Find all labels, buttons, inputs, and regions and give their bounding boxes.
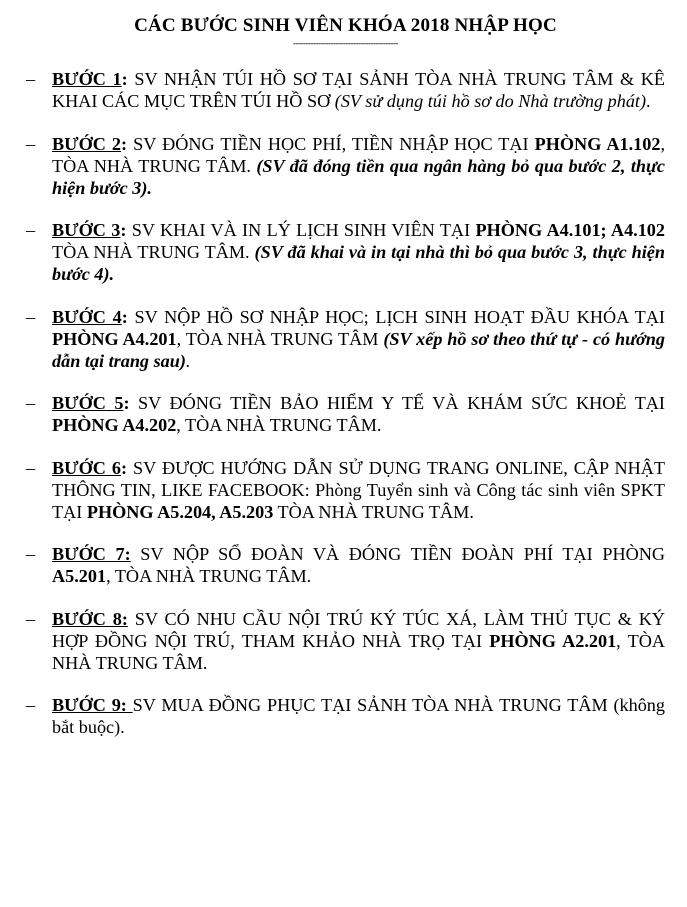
step-text: . xyxy=(185,350,191,371)
step-item xyxy=(26,543,665,587)
bullet-dash: – xyxy=(26,133,36,154)
step-item xyxy=(26,133,665,199)
step-text: . xyxy=(646,91,651,111)
step-label: BƯỚC 4 xyxy=(52,306,122,327)
bullet-dash: – xyxy=(26,306,36,327)
bullet-dash: – xyxy=(26,220,36,240)
step-text: TÒA NHÀ TRUNG TÂM. xyxy=(273,501,474,522)
step-text: TÒA NHÀ TRUNG TÂM. xyxy=(52,242,255,262)
step-label-colon: : xyxy=(123,393,130,413)
step-text: A5.201 xyxy=(52,566,107,586)
bullet-dash: – xyxy=(26,608,36,629)
step-text: (SV đã khai và in tại nhà thì bỏ qua bước 3, thực hiện bước 4). xyxy=(52,242,665,284)
bullet-dash: – xyxy=(26,393,36,413)
bullet-dash: – xyxy=(26,695,36,715)
steps-list xyxy=(26,68,665,738)
bullet-dash: – xyxy=(26,69,36,89)
step-label: BƯỚC 3 xyxy=(52,220,121,240)
step-text: (SV đã đóng tiền qua ngân hàng bỏ qua bước 2, thực hiện bước 3). xyxy=(52,155,665,198)
step-item xyxy=(26,457,665,523)
step-text: PHÒNG A4.202 xyxy=(52,415,177,435)
step-label: BƯỚC 6 xyxy=(52,457,121,478)
step-item xyxy=(26,608,665,674)
step-item xyxy=(26,392,665,436)
step-text: SV MUA ĐỒNG PHỤC TẠI SẢNH TÒA NHÀ TRUNG TÂM (không bắt buộc). xyxy=(52,695,665,737)
step-text: (SV xếp hồ sơ theo thứ tự - có hướng dẫn tại trang sau) xyxy=(52,328,665,371)
bullet-dash: – xyxy=(26,544,36,564)
step-label-colon: : xyxy=(120,457,128,478)
step-label: BƯỚC 5 xyxy=(52,393,124,413)
title-divider: ------------------------------------------ xyxy=(293,38,398,48)
step-text: , TÒA NHÀ TRUNG TÂM. xyxy=(176,415,382,435)
step-label-colon: : xyxy=(121,306,128,327)
bullet-dash: – xyxy=(26,457,36,478)
step-text: SV NỘP SỔ ĐOÀN VÀ ĐÓNG TIỀN ĐOÀN PHÍ TẠI PHÒNG xyxy=(130,544,665,564)
step-item xyxy=(26,694,665,738)
step-label: BƯỚC 7: xyxy=(52,544,131,564)
step-text: PHÒNG A4.101; A4.102 xyxy=(475,220,665,240)
step-text: PHÒNG A4.201 xyxy=(52,328,177,349)
step-item xyxy=(26,306,665,372)
step-text: PHÒNG A5.204, A5.203 xyxy=(86,501,274,522)
step-label-colon: : xyxy=(120,220,127,240)
step-label: BƯỚC 1 xyxy=(52,69,122,89)
step-text: PHÒNG A2.201 xyxy=(489,630,617,651)
step-text: SV ĐƯỢC HƯỚNG DẪN SỬ DỤNG TRANG ONLINE, CẬP NHẬT THÔNG TIN, LIKE FACEBOOK: Phòng Tuyển sinh và Công tác sinh viên SPKT TẠI xyxy=(52,457,665,522)
step-text: SV ĐÓNG TIỀN BẢO HIỂM Y TẾ VÀ KHÁM SỨC KHOẺ TẠI xyxy=(129,393,665,413)
step-text: SV CÓ NHU CẦU NỘI TRÚ KÝ TÚC XÁ, LÀM THỦ TỤC & KÝ HỢP ĐỒNG NỘI TRÚ, THAM KHẢO NHÀ TRỌ TẠI xyxy=(52,608,665,651)
step-text: SV NỘP HỒ SƠ NHẬP HỌC; LỊCH SINH HOẠT ĐẦU KHÓA TẠI xyxy=(127,306,665,327)
step-label: BƯỚC 9: xyxy=(52,695,133,715)
step-text: SV KHAI VÀ IN LÝ LỊCH SINH VIÊN TẠI xyxy=(126,220,476,240)
step-label-colon: : xyxy=(121,133,128,154)
step-label-colon: : xyxy=(121,69,128,89)
step-text: , TÒA NHÀ TRUNG TÂM. xyxy=(52,133,665,176)
step-label: BƯỚC 8: xyxy=(52,608,128,629)
step-text: , TÒA NHÀ TRUNG TÂM. xyxy=(52,630,665,673)
step-text: , TÒA NHÀ TRUNG TÂM xyxy=(176,328,384,349)
step-text: SV NHẬN TÚI HỒ SƠ TẠI SẢNH TÒA NHÀ TRUNG TÂM & KÊ KHAI CÁC MỤC TRÊN TÚI HỒ SƠ xyxy=(52,69,666,111)
step-text: SV ĐÓNG TIỀN HỌC PHÍ, TIỀN NHẬP HỌC TẠI xyxy=(127,133,535,154)
step-item xyxy=(26,219,665,285)
step-text: (SV sử dụng túi hồ sơ do Nhà trường phát) xyxy=(334,91,647,111)
step-text: , TÒA NHÀ TRUNG TÂM. xyxy=(106,566,312,586)
step-label: BƯỚC 2 xyxy=(52,133,122,154)
step-item xyxy=(26,68,665,112)
step-text: PHÒNG A1.102 xyxy=(534,133,661,154)
page-title: CÁC BƯỚC SINH VIÊN KHÓA 2018 NHẬP HỌC xyxy=(134,15,557,36)
